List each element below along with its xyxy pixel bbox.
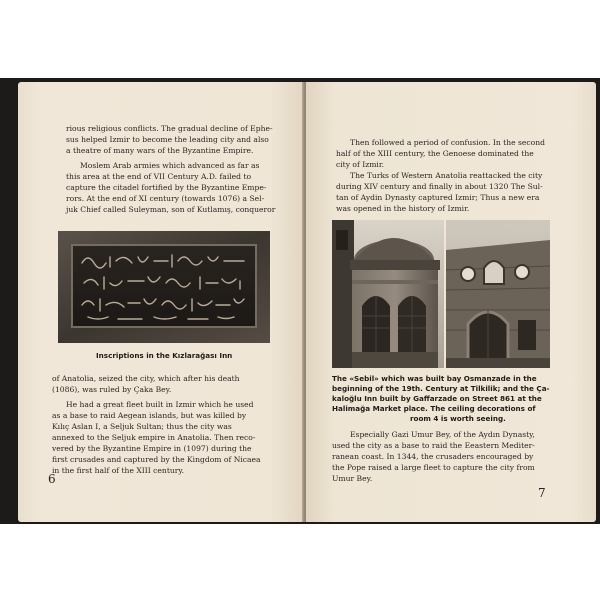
- text-line: (1086), was ruled by Çaka Bey.: [52, 385, 172, 394]
- text-line: Moslem Arab armies which advanced as far as: [80, 161, 260, 170]
- page-number: 7: [538, 486, 546, 500]
- inscription-photo: [58, 231, 270, 343]
- photo-caption: Inscriptions in the Kızlarağası Inn: [96, 351, 233, 360]
- text-line: vered by the Byzantine Empire in (1097) during the: [52, 444, 252, 453]
- text-line: Especially Gazi Umur Bey, of the Aydın Dynasty,: [350, 430, 535, 439]
- text-line: the Pope raised a large fleet to capture the city from: [332, 463, 535, 472]
- photo-caption-line: Halimağa Market place. The ceiling decorations of: [332, 404, 536, 413]
- right-page: [306, 82, 596, 522]
- text-line: half of the XIII century, the Genoese dominated the: [336, 149, 534, 158]
- text-line: rors. At the end of XI century (towards 1076) a Sel-: [66, 194, 265, 203]
- text-line: during XIV century and finally in about 1320 The Sul-: [336, 182, 543, 191]
- text-line: Kılıç Aslan I, a Seljuk Sultan; thus the city was: [52, 422, 232, 431]
- text-line: Umur Bey.: [332, 474, 373, 483]
- text-line: a theatre of many wars of the Byzantine Empire.: [66, 146, 254, 155]
- text-line: tan of Aydin Dynasty captured Izmir; Thus a new era: [336, 193, 540, 202]
- text-line: used the city as a base to raid the Eeastern Mediter-: [332, 441, 535, 450]
- text-line: city of Izmir.: [336, 160, 385, 169]
- photo-caption-line: The «Sebil» which was built bay Osmanzade in the: [332, 374, 537, 383]
- text-line: Then followed a period of confusion. In the second: [350, 138, 545, 147]
- text-line: rious religious conflicts. The gradual decline of Ephe-: [66, 124, 273, 133]
- page-number: 6: [48, 472, 56, 486]
- text-line: as a base to raid Aegean islands, but was killed by: [52, 411, 247, 420]
- cakaloglu-inn-photo: [446, 220, 550, 368]
- text-line: was opened in the history of Izmir.: [336, 204, 470, 213]
- text-line: annexed to the Seljuk empire in Anatolia. Then reco-: [52, 433, 256, 442]
- photo-caption-line: beginning of the 19th. Century at Tilkilik; and the Ça-: [332, 384, 550, 393]
- text-line: capture the citadel fortified by the Byzantine Empe-: [66, 183, 267, 192]
- text-line: of Anatolia, seized the city, which after his death: [52, 374, 240, 383]
- text-line: He had a great fleet built in Izmir which he used: [66, 400, 254, 409]
- photo-caption-line: room 4 is worth seeing.: [410, 414, 506, 423]
- text-line: The Turks of Western Anatolia reattacked the city: [350, 171, 543, 180]
- sebil-photo: [332, 220, 444, 368]
- photo-caption-line: kaloğlu Inn built by Gaffarzade on Street 861 at the: [332, 394, 542, 403]
- text-line: first crusades and captured by the Kingdom of Nicaea: [52, 455, 261, 464]
- open-book: [0, 78, 600, 524]
- text-line: ranean coast. In 1344, the crusaders encouraged by: [332, 452, 534, 461]
- text-line: this area at the end of VII Century A.D. failed to: [66, 172, 252, 181]
- text-line: sus helped Izmir to become the leading city and also: [66, 135, 269, 144]
- text-line: juk Chief called Suleyman, son of Kutlamış, conqueror: [66, 205, 276, 214]
- text-line: in the first half of the XIII century.: [52, 466, 185, 475]
- left-page: [18, 82, 304, 522]
